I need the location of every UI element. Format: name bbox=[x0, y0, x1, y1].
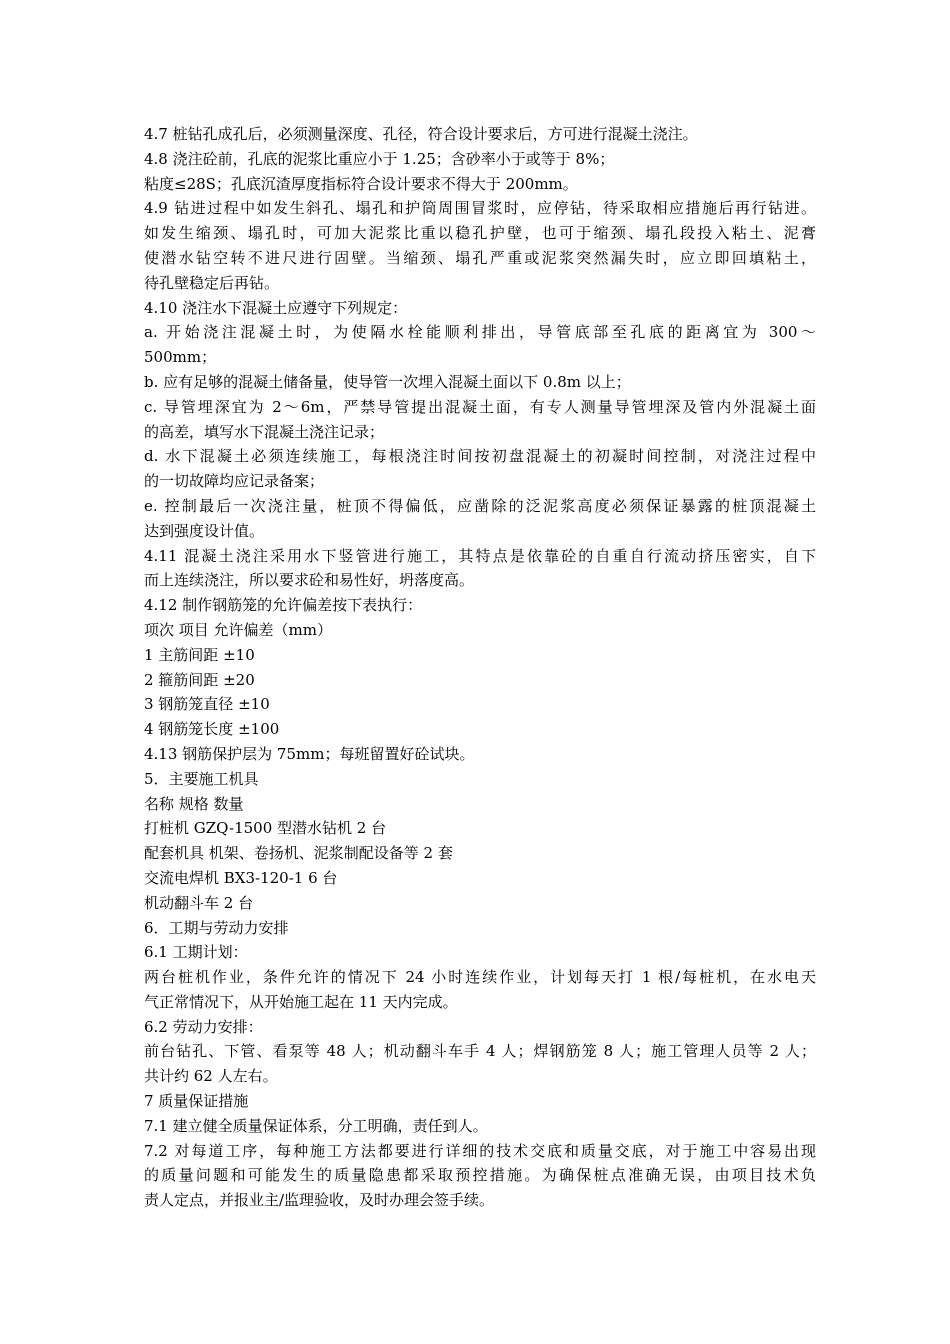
text-line: 4.10 浇注水下混凝土应遵守下列规定： bbox=[144, 298, 408, 317]
text-line: 4.9 钻进过程中如发生斜孔、塌孔和护筒周围冒浆时，应停钻，待采取相应措施后再行钻进。 bbox=[144, 199, 816, 218]
text-line: c. 导管埋深宜为 2～6m，严禁导管提出混凝土面，有专人测量导管埋深及管内外混凝土面 bbox=[144, 397, 816, 416]
text-line: 7.1 建立健全质量保证体系，分工明确，责任到人。 bbox=[144, 1116, 488, 1135]
text-line: 共计约 62 人左右。 bbox=[144, 1067, 278, 1086]
text-line: d. 水下混凝土必须连续施工，每根浇注时间按初盘混凝土的初凝时间控制，对浇注过程中 bbox=[144, 447, 816, 466]
text-line: 项次 项目 允许偏差（mm） bbox=[144, 620, 332, 639]
text-line: 打桩机 GZQ-1500 型潜水钻机 2 台 bbox=[144, 819, 387, 838]
text-line: 前台钻孔、下管、看泵等 48 人；机动翻斗车手 4 人；焊钢筋笼 8 人；施工管理人员等 2 人； bbox=[144, 1042, 816, 1061]
text-line: 的高差，填写水下混凝土浇注记录； bbox=[144, 422, 385, 441]
text-line: 4.8 浇注砼前，孔底的泥浆比重应小于 1.25；含砂率小于或等于 8%； bbox=[144, 149, 615, 168]
text-line: 1 主筋间距 ±10 bbox=[144, 645, 255, 664]
text-line: 使潜水钻空转不进尺进行固壁。当缩颈、塌孔严重或泥浆突然漏失时，应立即回填粘土， bbox=[144, 248, 816, 267]
text-line: 3 钢筋笼直径 ±10 bbox=[144, 695, 270, 714]
text-line: 名称 规格 数量 bbox=[144, 794, 244, 813]
text-line: 达到强度设计值。 bbox=[144, 521, 265, 540]
text-line: 7.2 对每道工序，每种施工方法都要进行详细的技术交底和质量交底，对于施工中容易出现 bbox=[144, 1141, 816, 1160]
text-line: 4.12 制作钢筋笼的允许偏差按下表执行： bbox=[144, 596, 423, 615]
text-line: b. 应有足够的混凝土储备量，使导管一次埋入混凝土面以下 0.8m 以上； bbox=[144, 372, 631, 391]
text-line: 的一切故障均应记录备案； bbox=[144, 472, 325, 491]
text-line: 5．主要施工机具 bbox=[144, 769, 259, 788]
text-line: 待孔壁稳定后再钻。 bbox=[144, 273, 280, 292]
text-line: 500mm； bbox=[144, 348, 217, 367]
text-line: 交流电焊机 BX3-120-1 6 台 bbox=[144, 868, 338, 887]
text-line: 气正常情况下，从开始施工起在 11 天内完成。 bbox=[144, 992, 458, 1011]
text-line: 6.2 劳动力安排： bbox=[144, 1017, 263, 1036]
text-line: 如发生缩颈、塌孔时，可加大泥浆比重以稳孔护壁，也可于缩颈、塌孔段投入粘土、泥膏 bbox=[144, 224, 816, 243]
text-line: 粘度≤28S；孔底沉渣厚度指标符合设计要求不得大于 200mm。 bbox=[144, 174, 578, 193]
text-line: 而上连续浇注，所以要求砼和易性好，坍落度高。 bbox=[144, 571, 475, 590]
text-line: 6.1 工期计划： bbox=[144, 943, 248, 962]
text-line: 的质量问题和可能发生的质量隐患都采取预控措施。为确保桩点准确无误，由项目技术负 bbox=[144, 1166, 816, 1185]
document-body bbox=[144, 122, 816, 1213]
text-line: 两台桩机作业，条件允许的情况下 24 小时连续作业，计划每天打 1 根/每桩机，在水电天 bbox=[144, 968, 816, 987]
text-line: 4.11 混凝土浇注采用水下竖管进行施工，其特点是依靠砼的自重自行流动挤压密实，自下 bbox=[144, 546, 816, 565]
text-line: a. 开始浇注混凝土时，为使隔水栓能顺利排出，导管底部至孔底的距离宜为 300～ bbox=[144, 323, 816, 342]
text-line: 4.13 钢筋保护层为 75mm；每班留置好砼试块。 bbox=[144, 744, 475, 763]
text-line: 6．工期与劳动力安排 bbox=[144, 918, 289, 937]
text-line: 责人定点，并报业主/监理验收，及时办理会签手续。 bbox=[144, 1191, 495, 1210]
text-line: 7 质量保证措施 bbox=[144, 1092, 249, 1111]
text-line: 2 箍筋间距 ±20 bbox=[144, 670, 255, 689]
text-line: 4.7 桩钻孔成孔后，必须测量深度、孔径，符合设计要求后，方可进行混凝土浇注。 bbox=[144, 125, 698, 143]
text-line: 配套机具 机架、卷扬机、泥浆制配设备等 2 套 bbox=[144, 844, 453, 863]
text-line: 4 钢筋笼长度 ±100 bbox=[144, 720, 280, 739]
text-line: e. 控制最后一次浇注量，桩顶不得偏低，应凿除的泛泥浆高度必须保证暴露的桩顶混凝土 bbox=[144, 496, 816, 515]
text-line: 机动翻斗车 2 台 bbox=[144, 893, 254, 912]
